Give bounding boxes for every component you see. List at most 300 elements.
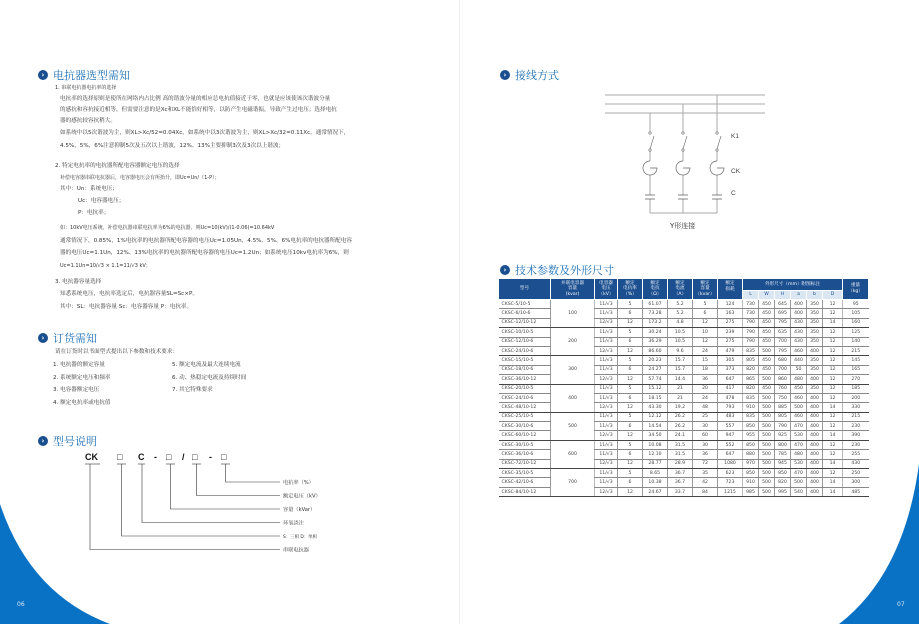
page-number: 06 — [17, 601, 25, 608]
header-line: 重量 — [850, 283, 861, 289]
table-cell: 723 — [718, 478, 743, 487]
table-cell: 500 — [759, 431, 775, 440]
cell-model: CKSC-25/10-5 — [499, 412, 551, 421]
table-cell: 35 — [693, 469, 718, 478]
table-cell: 450 — [759, 337, 775, 346]
table-cell: 5.2 — [668, 309, 693, 318]
table-row — [499, 300, 869, 309]
table-cell: 5 — [618, 356, 643, 365]
table-cell: 200 — [843, 393, 869, 402]
table-cell: 470 — [791, 440, 807, 449]
table-cell: 700 — [775, 337, 791, 346]
table-cell: 15.7 — [668, 365, 693, 374]
table-cell: 12 — [823, 422, 843, 431]
table-cell: 6 — [618, 365, 643, 374]
table-cell: 73.28 — [643, 309, 668, 318]
table-cell: 925 — [775, 431, 791, 440]
table-cell: 14.4 — [668, 375, 693, 384]
table-cell: 785 — [775, 450, 791, 459]
table-cell: 6 — [618, 450, 643, 459]
table-cell: 11/√3 — [595, 309, 618, 318]
header-reactance — [643, 279, 668, 300]
table-cell: 12 — [823, 469, 843, 478]
table-cell: 19.2 — [668, 403, 693, 412]
table-cell: 12/√3 — [595, 403, 618, 412]
table-row — [499, 384, 869, 393]
s2-line: Uc：电容器电压； — [78, 198, 125, 204]
s3-line: 其中：SL：电抗器容量 Sc：电容器容量 P：电抗率。 — [60, 304, 193, 310]
section-title-text: 订货需知 — [53, 332, 97, 345]
table-cell: 430 — [791, 328, 807, 337]
table-cell: 400 — [807, 375, 823, 384]
wiring-diagram — [605, 88, 785, 238]
table-cell: 680 — [775, 356, 791, 365]
table-cell: 24 — [693, 393, 718, 402]
table-cell: 350 — [807, 309, 823, 318]
model-label: 环氧浇注 — [283, 520, 304, 527]
s1-line: 电抗率的选择原则是使所在网络内占比例 高的谐波分量的相应总电抗值接近于零，也就是应该使该次谐波分量 — [60, 96, 331, 102]
table-cell: 84 — [693, 487, 718, 496]
table-cell: 430 — [791, 337, 807, 346]
table-cell: 795 — [775, 346, 791, 355]
table-cell: 8.65 — [643, 469, 668, 478]
table-cell: 12 — [823, 356, 843, 365]
table-cell: 500 — [791, 403, 807, 412]
table-cell: 5 — [618, 384, 643, 393]
table-cell: 11/√3 — [595, 412, 618, 421]
header-line: 电流 — [675, 286, 685, 292]
table-cell: 760 — [775, 384, 791, 393]
table-cell: 12 — [823, 337, 843, 346]
header-line: 额定 — [675, 280, 685, 286]
table-cell: 790 — [743, 318, 759, 327]
table-cell: 12 — [618, 431, 643, 440]
s2-line: Uc=1.1Un=10/√3 × 1.1=11/√3 kV； — [60, 263, 151, 269]
section-title-model — [38, 433, 97, 449]
s2-line: 补偿电容器串联电抗器后，电容器电压会有所抬升，即Uc=Un/（1-P）； — [60, 175, 220, 181]
table-cell: 105 — [843, 309, 869, 318]
table-cell: 14 — [823, 478, 843, 487]
s3-line: 知悉系统电压，电抗率选定后，电抗器容量SL=Sc×P。 — [60, 291, 198, 297]
table-cell: 24.1 — [668, 431, 693, 440]
cell-model: CKSC-72/10-12 — [499, 459, 551, 468]
table-cell: 5.2 — [668, 300, 693, 309]
cell-model: CKSC-5/10-5 — [499, 300, 551, 309]
table-cell: 865 — [743, 375, 759, 384]
header-line: （A） — [673, 291, 687, 297]
header-line: 额定 — [700, 280, 710, 286]
table-cell: 450 — [759, 318, 775, 327]
table-cell: 12 — [823, 365, 843, 374]
capacitor-label: C — [731, 190, 736, 197]
table-cell: 11/√3 — [595, 328, 618, 337]
cell-model: CKSC-12/10-6 — [499, 337, 551, 346]
table-row — [499, 356, 869, 365]
table-cell: 6 — [618, 478, 643, 487]
table-cell: 400 — [807, 440, 823, 449]
header-line: （kV） — [598, 291, 614, 297]
table-cell: 350 — [807, 300, 823, 309]
reactor-icon — [643, 161, 724, 175]
s2-line: 其中：Un：系统电压； — [60, 186, 118, 192]
table-cell: 12 — [618, 375, 643, 384]
table-cell: 790 — [743, 328, 759, 337]
table-cell: 995 — [775, 487, 791, 496]
table-cell: 500 — [759, 422, 775, 431]
table-cell: 400 — [807, 459, 823, 468]
header-dim-d: D — [823, 291, 843, 300]
table-cell: 31.5 — [668, 440, 693, 449]
reactor-label: CK — [731, 168, 741, 175]
table-cell: 36 — [693, 450, 718, 459]
header-current — [668, 279, 693, 300]
table-cell: 124 — [718, 300, 743, 309]
table-cell: 450 — [791, 384, 807, 393]
table-cell: 820 — [775, 478, 791, 487]
table-cell: 15.12 — [643, 384, 668, 393]
table-cell: 400 — [807, 450, 823, 459]
table-cell: 11/√3 — [595, 450, 618, 459]
header-weight — [843, 279, 869, 300]
ordering-list-right — [172, 360, 246, 398]
cell-cap-bank: 400 — [551, 384, 595, 412]
header-line: 容量 — [700, 286, 710, 292]
table-cell: 12 — [823, 375, 843, 384]
arrow-circle-icon: › — [38, 70, 48, 80]
table-cell: 450 — [759, 365, 775, 374]
table-cell: 86.60 — [643, 346, 668, 355]
table-cell: 36.29 — [643, 337, 668, 346]
table-cell: 36 — [693, 375, 718, 384]
table-cell: 820 — [743, 365, 759, 374]
ordering-item: 5. 额定电流及最大连续电流 — [172, 362, 241, 368]
table-cell: 350 — [807, 337, 823, 346]
header-cap-bank — [551, 279, 595, 300]
table-cell: 30 — [693, 440, 718, 449]
table-cell: 300 — [843, 478, 869, 487]
table-cell: 350 — [807, 318, 823, 327]
arrow-circle-icon: › — [38, 333, 48, 343]
table-cell: 835 — [743, 393, 759, 402]
model-code-part: CK — [85, 452, 98, 462]
table-cell: 11/√3 — [595, 365, 618, 374]
ordering-intro: 请在订货时以书面型式提出以下参数和技术要求： — [55, 349, 179, 355]
table-cell: 805 — [775, 412, 791, 421]
model-label: 容量（kVar） — [283, 507, 316, 513]
table-cell: 61.07 — [643, 300, 668, 309]
table-cell: 400 — [807, 422, 823, 431]
header-line: 损耗 — [725, 286, 735, 292]
table-cell: 12.10 — [643, 450, 668, 459]
cell-model: CKSC-10/10-5 — [499, 328, 551, 337]
model-code-part: C — [138, 452, 145, 462]
table-cell: 885 — [775, 403, 791, 412]
table-cell: 9.6 — [668, 346, 693, 355]
table-cell: 11/√3 — [595, 478, 618, 487]
table-cell: 730 — [743, 300, 759, 309]
table-cell: 417 — [718, 384, 743, 393]
section-title-specs — [500, 262, 614, 278]
header-dim-b: b — [807, 291, 823, 300]
s3-heading: 3. 电抗器容量选择 — [55, 279, 102, 285]
cell-cap-bank: 500 — [551, 412, 595, 440]
table-cell: 36.7 — [668, 469, 693, 478]
table-cell: 11/√3 — [595, 440, 618, 449]
section-title-ordering — [38, 330, 97, 346]
arrow-circle-icon: › — [38, 436, 48, 446]
header-rate — [618, 279, 643, 300]
table-cell: 440 — [791, 356, 807, 365]
table-cell: 460 — [791, 412, 807, 421]
table-cell: 30 — [693, 422, 718, 431]
table-cell: 947 — [718, 431, 743, 440]
page-number: 07 — [897, 601, 905, 608]
table-cell: 910 — [743, 478, 759, 487]
table-cell: 330 — [843, 403, 869, 412]
table-cell: 14 — [823, 487, 843, 496]
table-cell: 12/√3 — [595, 346, 618, 355]
table-cell: 12 — [618, 487, 643, 496]
table-cell: 250 — [843, 469, 869, 478]
model-code-part: □ — [192, 452, 198, 462]
table-cell: 557 — [718, 422, 743, 431]
table-cell: 14 — [823, 318, 843, 327]
section-title-wiring — [500, 67, 559, 83]
table-cell: 14 — [823, 431, 843, 440]
s1-line: 如系统中以5次谐波为主，则XL>Xc/52=0.04Xc，如系统中以3次谐波为主，则XL>Xc/32=0.11Xc。通常情况下， — [60, 130, 350, 136]
table-cell: 647 — [718, 450, 743, 459]
s1-line: 器的感抗较容抗稍大。 — [60, 118, 116, 124]
table-cell: 860 — [775, 375, 791, 384]
table-cell: 350 — [807, 384, 823, 393]
table-cell: 11/√3 — [595, 422, 618, 431]
table-cell: 10.5 — [668, 328, 693, 337]
table-cell: 163 — [718, 309, 743, 318]
table-cell: 12 — [823, 346, 843, 355]
table-cell: 390 — [843, 431, 869, 440]
table-cell: 270 — [843, 375, 869, 384]
header-line: 并联电容器 — [561, 280, 584, 286]
model-code-part: - — [154, 452, 157, 462]
table-cell: 1080 — [718, 459, 743, 468]
header-line: 电抗 — [650, 286, 660, 292]
table-cell: 450 — [759, 384, 775, 393]
table-cell: 793 — [718, 403, 743, 412]
ordering-item: 6. 动、热稳定电流及持续时间 — [172, 374, 247, 381]
table-cell: 95 — [843, 300, 869, 309]
s1-line: 4.5%，5%，6%注意抑制5次及五次以上谐波，12%、13%主要抑制3次及3次以上谐波； — [60, 143, 285, 149]
cell-model: CKSC-24/10-6 — [499, 393, 551, 402]
table-cell: 6 — [618, 309, 643, 318]
table-cell: 10 — [693, 328, 718, 337]
table-cell: 1215 — [718, 487, 743, 496]
header-line: 额定 — [725, 281, 735, 286]
table-cell: 955 — [743, 431, 759, 440]
table-cell: 12 — [618, 318, 643, 327]
table-cell: 750 — [775, 393, 791, 402]
table-cell: 165 — [843, 365, 869, 374]
table-row — [499, 469, 869, 478]
table-cell: 12 — [618, 403, 643, 412]
table-cell: 26.2 — [668, 412, 693, 421]
model-label: 串联电抗器 — [283, 547, 309, 554]
table-cell: 945 — [775, 459, 791, 468]
model-code-part: - — [209, 452, 212, 462]
header-capacity — [693, 279, 718, 300]
table-cell: 11/√3 — [595, 337, 618, 346]
table-cell: 5 — [618, 328, 643, 337]
s2-line: P：电抗率； — [78, 210, 110, 216]
table-cell: 6 — [618, 393, 643, 402]
table-cell: 460 — [791, 346, 807, 355]
table-cell: 350 — [807, 356, 823, 365]
table-cell: 460 — [791, 393, 807, 402]
cell-model: CKSC-60/10-12 — [499, 431, 551, 440]
table-cell: 215 — [843, 412, 869, 421]
table-cell: 305 — [718, 356, 743, 365]
table-cell: 500 — [759, 412, 775, 421]
model-label: 额定电压（kV） — [283, 493, 321, 500]
table-cell: 350 — [807, 365, 823, 374]
table-cell: 530 — [791, 459, 807, 468]
section-title-text: 技术参数及外形尺寸 — [515, 264, 614, 277]
table-cell: 850 — [743, 422, 759, 431]
table-cell: 500 — [759, 487, 775, 496]
table-cell: 480 — [791, 450, 807, 459]
table-cell: 12 — [618, 346, 643, 355]
cell-cap-bank: 300 — [551, 356, 595, 384]
section-title-selection — [38, 67, 130, 83]
cell-model: CKSC-6/10-6 — [499, 309, 551, 318]
table-cell: 400 — [807, 431, 823, 440]
table-cell: 5 — [693, 300, 718, 309]
ordering-list-left — [53, 360, 110, 410]
table-cell: 24.67 — [643, 487, 668, 496]
cell-cap-bank: 700 — [551, 469, 595, 497]
cell-model: CKSC-12/10-12 — [499, 318, 551, 327]
cell-model: CKSC-36/10-6 — [499, 450, 551, 459]
table-cell: 5 — [618, 440, 643, 449]
table-cell: 400 — [807, 346, 823, 355]
table-cell: 50 — [791, 365, 807, 374]
table-cell: 10.5 — [668, 337, 693, 346]
table-cell: 373 — [718, 365, 743, 374]
arrow-circle-icon: › — [500, 70, 510, 80]
cell-cap-bank: 100 — [551, 300, 595, 328]
header-line: 电容器 — [599, 280, 613, 286]
table-cell: 12 — [823, 440, 843, 449]
table-cell: 400 — [807, 403, 823, 412]
table-cell: 970 — [743, 459, 759, 468]
table-cell: 185 — [843, 384, 869, 393]
table-cell: 11/√3 — [595, 393, 618, 402]
model-code-diagram — [70, 448, 321, 558]
table-cell: 145 — [843, 356, 869, 365]
table-cell: 800 — [775, 440, 791, 449]
table-cell: 20.23 — [643, 356, 668, 365]
table-cell: 530 — [791, 431, 807, 440]
table-cell: 173.2 — [643, 318, 668, 327]
model-code-part: □ — [117, 452, 123, 462]
table-cell: 850 — [775, 469, 791, 478]
table-cell: 25 — [693, 412, 718, 421]
section-title-text: 电抗器选型需知 — [53, 69, 130, 82]
header-cap-voltage — [595, 279, 618, 300]
table-cell: 795 — [775, 318, 791, 327]
header-line: (kvar) — [565, 291, 580, 297]
table-cell: 72 — [693, 459, 718, 468]
cell-model: CKSC-48/10-12 — [499, 403, 551, 412]
header-model: 型号 — [499, 279, 551, 300]
left-page — [0, 0, 459, 624]
ordering-item: 4. 额定电抗率或电抗值 — [53, 399, 111, 406]
header-line: （Ω） — [648, 291, 662, 297]
section-title-text: 接线方式 — [515, 69, 559, 82]
table-cell: 5 — [618, 300, 643, 309]
table-cell: 12/√3 — [595, 487, 618, 496]
table-cell: 6 — [693, 309, 718, 318]
table-cell: 12 — [823, 309, 843, 318]
switch-label: K1 — [731, 133, 739, 140]
table-cell: 400 — [807, 469, 823, 478]
table-cell: 33.7 — [668, 487, 693, 496]
table-cell: 30.24 — [643, 328, 668, 337]
table-cell: 470 — [791, 469, 807, 478]
table-cell: 4.8 — [668, 318, 693, 327]
table-cell: 12.12 — [643, 412, 668, 421]
table-cell: 910 — [743, 403, 759, 412]
table-cell: 10.08 — [643, 440, 668, 449]
table-cell: 275 — [718, 337, 743, 346]
table-cell: 430 — [843, 459, 869, 468]
table-cell: 400 — [791, 300, 807, 309]
table-cell: 880 — [743, 450, 759, 459]
table-cell: 255 — [843, 450, 869, 459]
table-cell: 11/√3 — [595, 356, 618, 365]
model-code-part: □ — [221, 452, 227, 462]
table-cell: 450 — [759, 328, 775, 337]
table-cell: 478 — [718, 393, 743, 402]
table-cell: 12 — [823, 393, 843, 402]
table-cell: 500 — [759, 459, 775, 468]
table-cell: 700 — [775, 365, 791, 374]
table-cell: 730 — [743, 309, 759, 318]
switch-icon — [649, 132, 721, 151]
table-cell: 21 — [668, 384, 693, 393]
table-cell: 6 — [618, 422, 643, 431]
table-cell: 623 — [718, 469, 743, 478]
table-cell: 400 — [807, 393, 823, 402]
table-cell: 215 — [843, 346, 869, 355]
table-cell: 790 — [775, 422, 791, 431]
table-cell: 5 — [618, 469, 643, 478]
table-cell: 11/√3 — [595, 384, 618, 393]
table-cell: 275 — [718, 318, 743, 327]
table-cell: 635 — [775, 328, 791, 337]
cell-model: CKSC-15/10-5 — [499, 356, 551, 365]
table-cell: 500 — [759, 375, 775, 384]
cell-cap-bank: 600 — [551, 440, 595, 468]
table-cell: 11/√3 — [595, 469, 618, 478]
s2-heading: 2. 特定电抗率的电抗器所配电容器额定电压的选择 — [55, 163, 180, 169]
ordering-item: 1. 电抗器的额定容量 — [53, 362, 105, 368]
table-cell: 12 — [693, 318, 718, 327]
header-line: 容量 — [567, 286, 578, 292]
header-line: 额定 — [650, 280, 660, 286]
table-cell: 450 — [759, 356, 775, 365]
cell-model: CKSC-30/10-5 — [499, 440, 551, 449]
spec-table — [498, 278, 869, 497]
